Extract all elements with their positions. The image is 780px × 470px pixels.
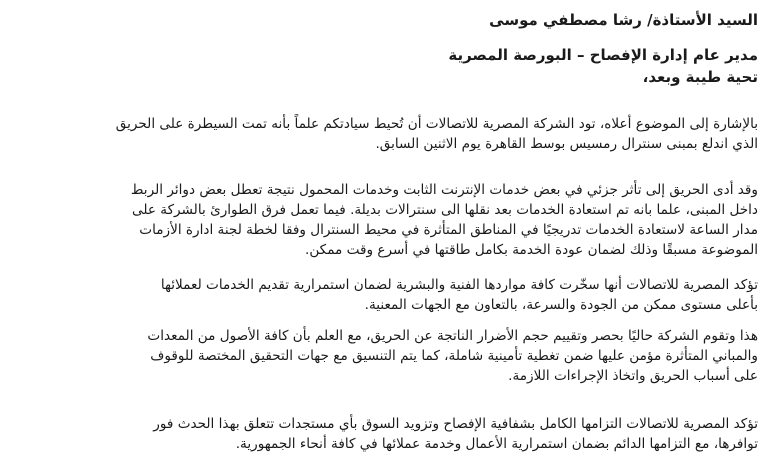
paragraph-line: والمباني المتأثرة مؤمن عليها ضمن تغطية تأمينية شاملة، كما يتم التنسيق مع جهات التحقيق المختصة للوقوف [150,348,758,364]
paragraph-line: داخل المبنى، علما بانه تم استعادة الخدمات بعد نقلها الى سنترالات بديلة. فيما تعمل فرق الطوارئ بالشركة على [132,202,758,218]
paragraph-service-impact [10,180,758,260]
paragraph-fire-controlled [10,114,758,154]
paragraph-line: على أسباب الحريق واتخاذ الإجراءات اللازمة. [508,368,758,384]
paragraph-line: هذا وتقوم الشركة حاليًا بحصر وتقييم حجم الأضرار الناتجة عن الحريق، مع العلم بأن كافة الأصول من المعدات [147,328,758,344]
paragraph-line: مدار الساعة لاستعادة الخدمات تدريجيًا في المناطق المتأثرة في محيط السنترال وفقا لخطة لجنة ادارة الأزمات [139,222,758,238]
recipient-line: السيد الأستاذة/ رشا مصطفي موسى [489,11,758,29]
paragraph-line: بأعلى مستوى ممكن من الجودة والسرعة، بالتعاون مع الجهات المعنية. [364,297,758,313]
paragraph-line: بالإشارة إلى الموضوع أعلاه، تود الشركة المصرية للاتصالات أن تُحيط سيادتكم علماً بأنه تمت السيطرة على الحريق [115,116,758,132]
paragraph-line: تؤكد المصرية للاتصالات أنها سخّرت كافة مواردها الفنية والبشرية لضمان استمرارية تقديم الخدمات لعملائها [160,277,758,293]
paragraph-resources [10,275,758,315]
paragraph-line: توافرها، مع التزامها الدائم بضمان استمرارية الأعمال وخدمة عملائها في كافة أنحاء الجمهورية. [235,436,758,452]
paragraph-line: الذي اندلع بمبنى سنترال رمسيس بوسط القاهرة يوم الاثنين السابق. [375,136,758,152]
paragraph-damage-assessment [10,326,758,386]
recipient-title: مدير عام إدارة الإفصاح – البورصة المصرية [448,46,758,64]
paragraph-disclosure-commitment [10,414,758,454]
greeting: تحية طيبة وبعد، [642,68,758,86]
paragraph-line: الموضوعة مسبقًا وذلك لضمان عودة الخدمة بكامل طاقتها في أسرع وقت ممكن. [305,242,758,258]
paragraph-line: تؤكد المصرية للاتصالات التزامها الكامل بشفافية الإفصاح وتزويد السوق بأي مستجدات تتعلق بهذا الحدث فور [153,416,758,432]
paragraph-line: وقد أدى الحريق إلى تأثر جزئي في بعض خدمات الإنترنت الثابت وخدمات المحمول نتيجة تعطل بعض دوائر الربط [130,182,758,198]
